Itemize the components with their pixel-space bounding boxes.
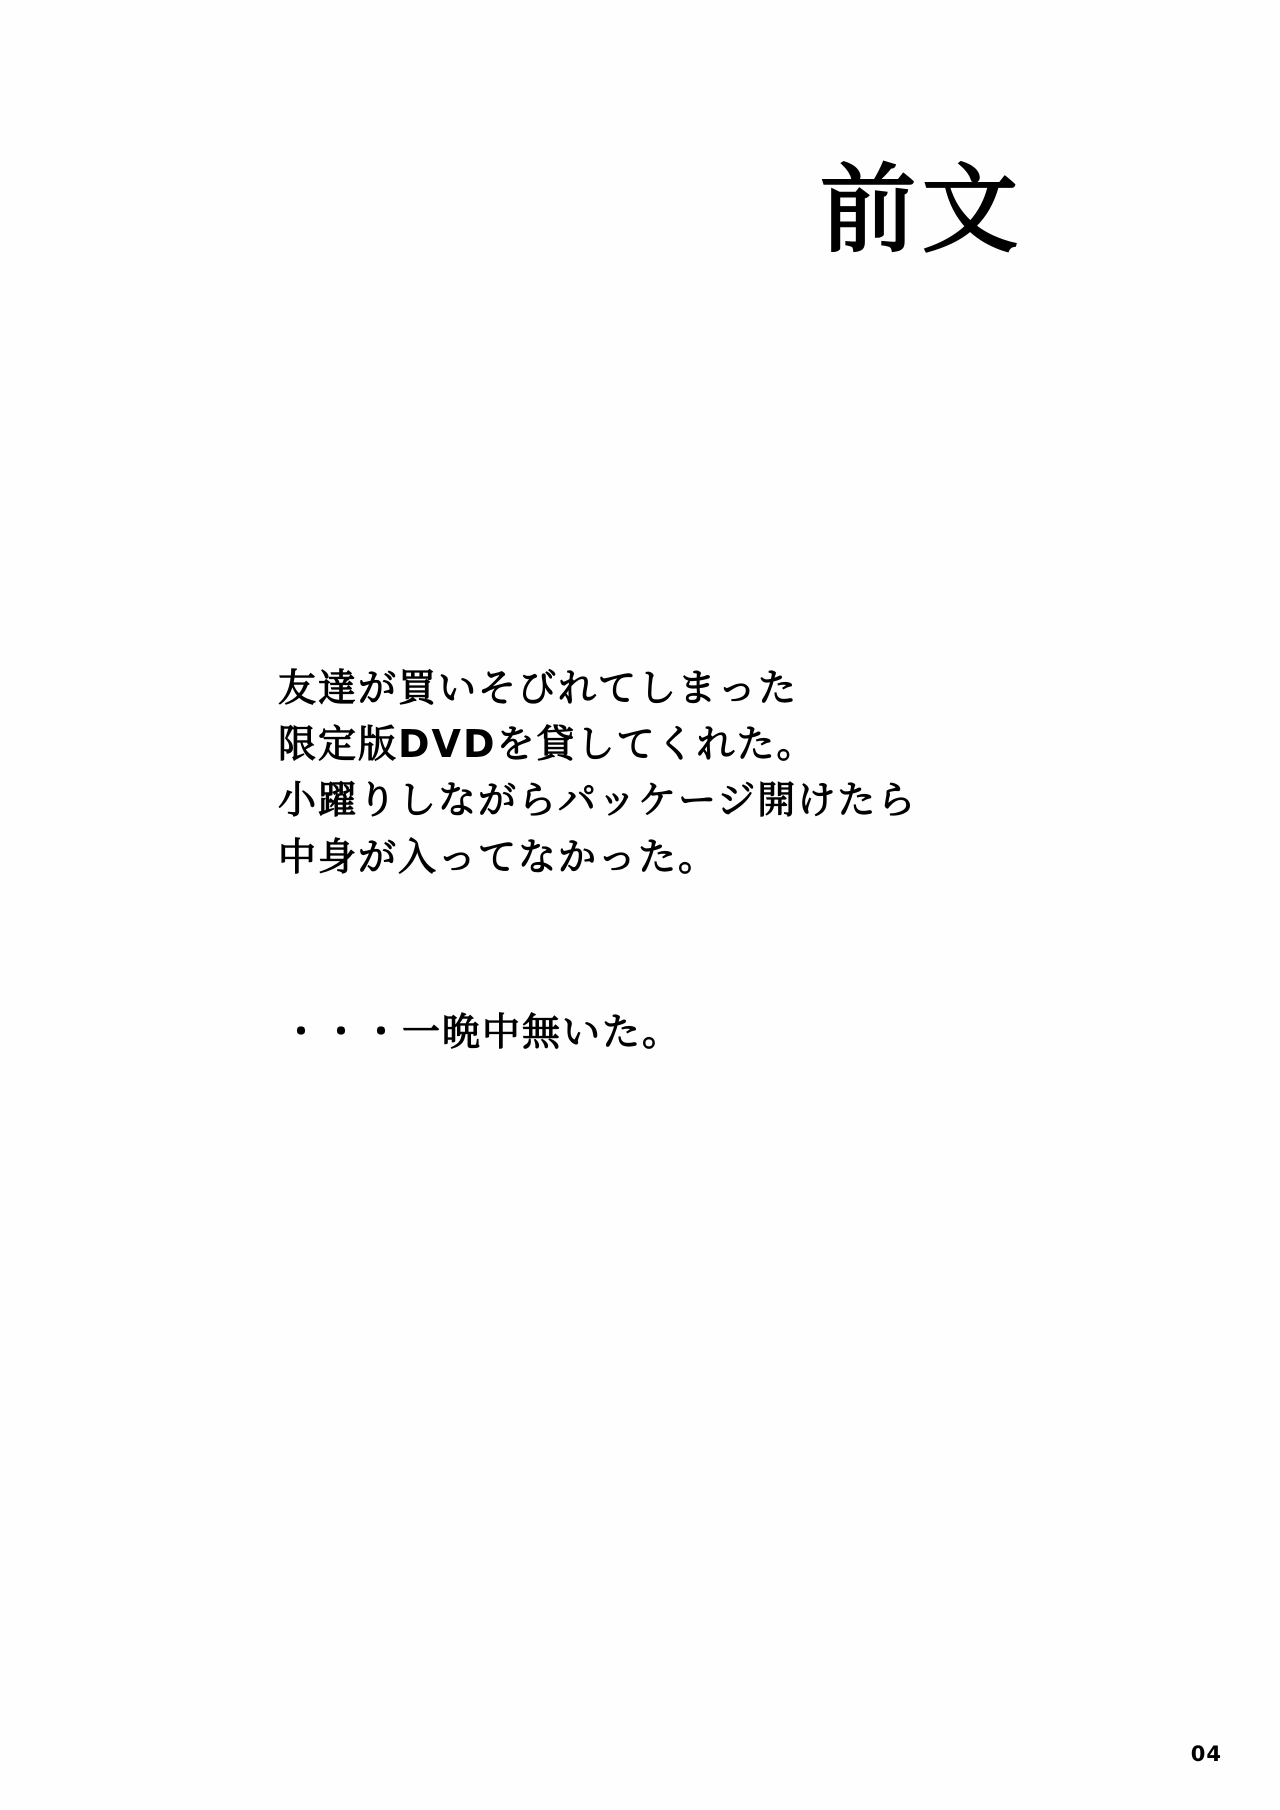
closing-text-block bbox=[282, 1005, 1102, 1060]
page-number: 04 bbox=[1190, 1742, 1222, 1766]
closing-line: ・・・一晩中無いた。 bbox=[282, 1010, 683, 1054]
body-text-block bbox=[278, 660, 1098, 885]
body-line: 中身が入ってなかった。 bbox=[278, 834, 719, 879]
body-line: 友達が買いそびれてしまった bbox=[278, 666, 799, 710]
body-line: 限定版DVDを貸してくれた。 bbox=[278, 722, 817, 767]
body-line: 小躍りしながらパッケージ開けたら bbox=[278, 778, 918, 823]
page-title: 前文 bbox=[820, 154, 1024, 266]
